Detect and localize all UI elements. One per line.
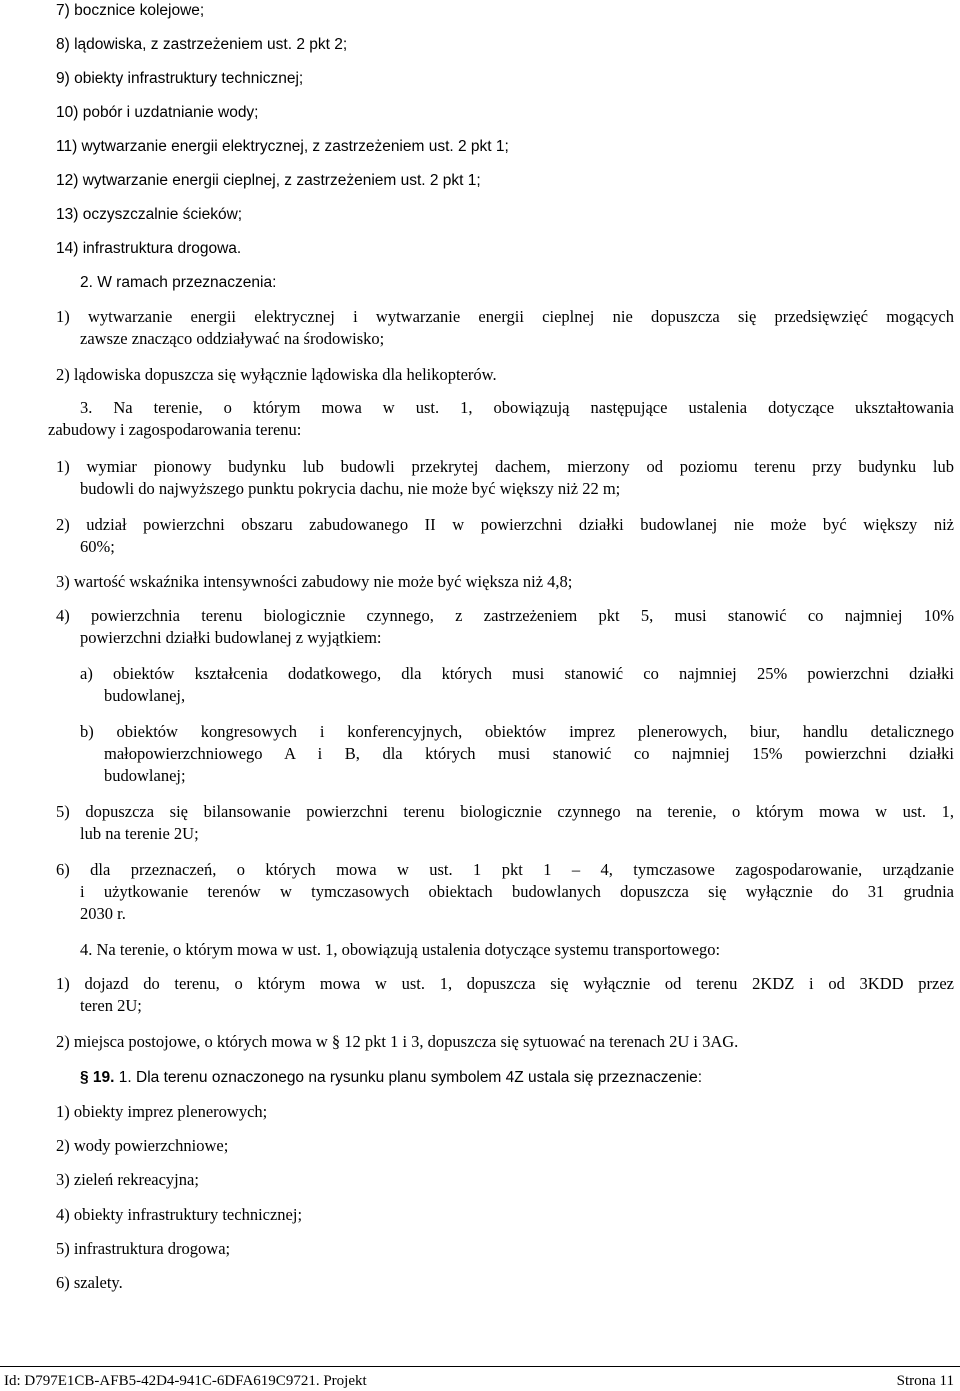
list-item: i użytkowanie terenów w tymczasowych obiektach budowlanych dopuszcza się wyłącznie do 31 grudnia [80,882,954,901]
list-item: a) obiektów kształcenia dodatkowego, dla których musi stanowić co najmniej 25% powierzchni działki [80,664,954,683]
list-item: 2) wody powierzchniowe; [56,1136,229,1155]
list-item: 14) infrastruktura drogowa. [56,240,242,257]
list-item: 5) dopuszcza się bilansowanie powierzchni terenu biologicznie czynnego na terenie, o którym mowa w ust. 1, [56,802,954,821]
section-heading [80,1067,702,1089]
footer-document-id: Id: D797E1CB-AFB5-42D4-941C-6DFA619C9721. Projekt [4,1373,367,1389]
paragraph-line: zawsze znacząco oddziaływać na środowisko; [80,329,385,348]
list-item: 12) wytwarzanie energii cieplnej, z zastrzeżeniem ust. 2 pkt 1; [56,172,481,189]
list-item: 6) dla przeznaczeń, o których mowa w ust. 1 pkt 1 – 4, tymczasowe zagospodarowanie, urządzanie [56,860,954,879]
paragraph-heading: 2. W ramach przeznaczenia: [80,274,277,291]
list-item: 1) obiekty imprez plenerowych; [56,1102,268,1121]
list-item: 11) wytwarzanie energii elektrycznej, z zastrzeżeniem ust. 2 pkt 1; [56,138,509,155]
paragraph-line: 1) wytwarzanie energii elektrycznej i wytwarzanie energii cieplnej nie dopuszcza się przedsięwzięć mogących [56,307,954,326]
paragraph-line: 3. Na terenie, o którym mowa w ust. 1, obowiązują następujące ustalenia dotyczące ukształtowania [80,398,954,417]
paragraph-line: zabudowy i zagospodarowania terenu: [48,420,302,439]
list-item: teren 2U; [80,996,142,1015]
paragraph-heading: 4. Na terenie, o którym mowa w ust. 1, obowiązują ustalenia dotyczące systemu transportowego: [80,940,721,959]
list-item: powierzchni działki budowlanej z wyjątkiem: [80,628,382,647]
list-item: 10) pobór i uzdatnianie wody; [56,104,259,121]
list-item: budowlanej; [104,766,186,785]
list-item: 8) lądowiska, z zastrzeżeniem ust. 2 pkt 2; [56,36,348,53]
list-item: 4) powierzchnia terenu biologicznie czynnego, z zastrzeżeniem pkt 5, musi stanowić co najmniej 10% [56,606,954,625]
list-item: 6) szalety. [56,1273,123,1292]
list-item: 5) infrastruktura drogowa; [56,1239,231,1258]
list-item: b) obiektów kongresowych i konferencyjnych, obiektów imprez plenerowych, biur, handlu detalicznego [80,722,954,741]
list-item: 60%; [80,537,115,556]
list-item: budowlanej, [104,686,186,705]
footer-page-number: Strona 11 [896,1373,954,1389]
list-item: małopowierzchniowego A i B, dla których musi stanowić co najmniej 15% powierzchni działki [104,744,954,763]
list-item: 13) oczyszczalnie ścieków; [56,206,243,223]
list-item: lub na terenie 2U; [80,824,199,843]
list-item: 2) udział powierzchni obszaru zabudowanego II w powierzchni działki budowlanej nie może być większy niż [56,515,954,534]
section-number: § 19. [80,1069,115,1086]
list-item: 2) lądowiska dopuszcza się wyłącznie lądowiska dla helikopterów. [56,365,497,384]
footer-divider [0,1366,960,1367]
list-item: 1) wymiar pionowy budynku lub budowli przekrytej dachem, mierzony od poziomu terenu przy budynku lub [56,457,954,476]
list-item: 3) zieleń rekreacyjna; [56,1170,199,1189]
list-item: 9) obiekty infrastruktury technicznej; [56,70,304,87]
list-item: 3) wartość wskaźnika intensywności zabudowy nie może być większa niż 4,8; [56,572,573,591]
list-item: 4) obiekty infrastruktury technicznej; [56,1205,303,1224]
list-item: 2030 r. [80,904,126,923]
list-item: 1) dojazd do terenu, o którym mowa w ust. 1, dopuszcza się wyłącznie od terenu 2KDZ i od 3KDD przez [56,974,954,993]
list-item: 7) bocznice kolejowe; [56,2,205,19]
list-item: 2) miejsca postojowe, o których mowa w § 12 pkt 1 i 3, dopuszcza się sytuować na terenach 2U i 3AG. [56,1032,739,1051]
section-text: 1. Dla terenu oznaczonego na rysunku planu symbolem 4Z ustala się przeznaczenie: [114,1069,703,1086]
list-item: budowli do najwyższego punktu pokrycia dachu, nie może być większy niż 22 m; [80,479,621,498]
